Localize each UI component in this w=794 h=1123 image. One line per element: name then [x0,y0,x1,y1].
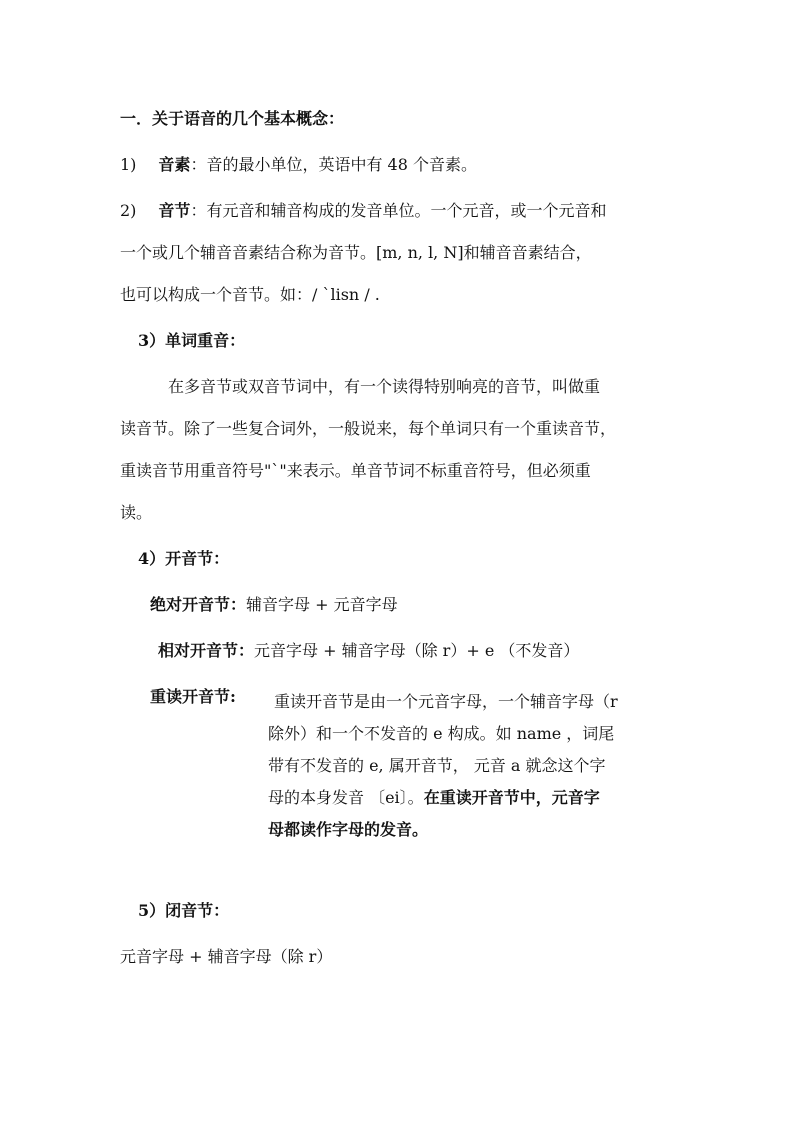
stressed-open-definition [268,686,678,846]
stressed-line2: 除外）和一个不发音的 e 构成。如 name ，词尾 [268,724,615,743]
item1-definition: ：音的最小单位，英语中有 48 个音素。 [190,155,477,174]
stressed-line5: 母都读作字母的发音。 [268,820,429,839]
closed-syllable-formula: 元音字母 + 辅音字母（除 r） [120,947,333,966]
stressed-line1: 重读开音节是由一个元音字母，一个辅音字母（r [274,692,618,711]
relative-open-formula: 元音字母 + 辅音字母（除 r）+ e （不发音） [254,641,580,660]
item2-line1 [120,200,606,222]
item3-line2: 读音节。除了一些复合词外，一般说来，每个单词只有一个重读音节， [120,419,617,438]
relative-open-label: 相对开音节： [158,641,255,660]
item3-line3: 重读音节用重音符号"`"来表示。单音节词不标重音符号，但必须重 [120,461,591,480]
section-heading: 一．关于语音的几个基本概念： [120,109,345,128]
item3-line4: 读。 [120,503,153,522]
item5-heading: 5）闭音节： [138,901,230,920]
stressed-line3: 带有不发音的 e, 属开音节， 元音 a 就念这个字 [268,756,606,775]
absolute-open-syllable [150,594,398,616]
absolute-open-label: 绝对开音节： [150,595,247,614]
stressed-line4 [268,782,678,814]
stressed-open-label: 重读开音节: [150,687,236,706]
stressed-line4-text: 母的本身发音 〔ei〕。 [268,788,424,807]
item1-term: 音素 [158,155,191,174]
item3-line1: 在多音节或双音节词中，有一个读得特别响亮的音节，叫做重 [168,377,601,396]
relative-open-syllable [158,640,579,662]
item2-number: 2) [120,201,137,220]
item2-definition-line1: ：有元音和辅音构成的发音单位。一个元音，或一个元音和 [190,201,607,220]
item2-line3: 也可以构成一个音节。如：/ `lisn / . [120,285,380,304]
item1-line [120,154,477,176]
item1-number: 1) [120,155,137,174]
item2-line2: 一个或几个辅音音素结合称为音节。[m, n, l, N]和辅音音素结合， [120,243,592,262]
item4-heading: 4）开音节： [138,549,230,568]
absolute-open-formula: 辅音字母 + 元音字母 [246,595,398,614]
item2-term: 音节 [158,201,191,220]
stressed-line4-emphasis: 在重读开音节中，元音字 [423,788,600,807]
item3-heading: 3）单词重音： [138,331,246,350]
